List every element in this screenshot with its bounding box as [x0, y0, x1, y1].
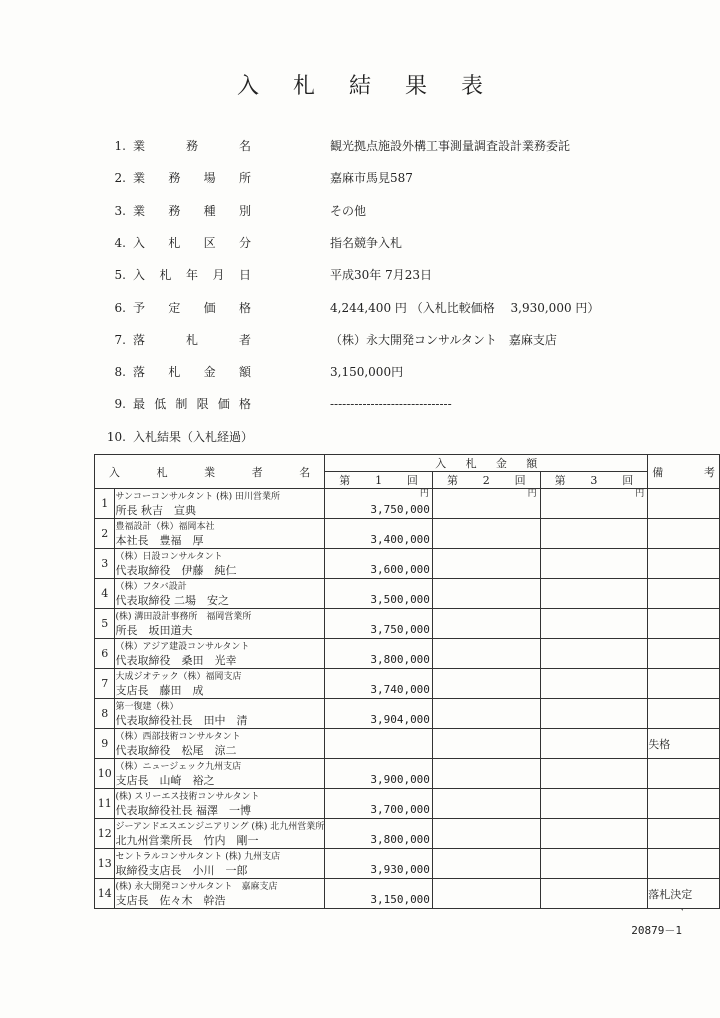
item-value: 観光拠点施設外構工事測量調査設計業務委託: [330, 139, 571, 153]
round-3-amount-cell: [540, 609, 648, 639]
corner-mark: 、: [680, 902, 690, 913]
bidder-representative: 代表取締役 二場 安之: [115, 593, 229, 607]
remark-cell: [648, 669, 720, 699]
item-value: 嘉麻市馬見587: [330, 171, 413, 186]
round-1-amount-cell: [325, 669, 433, 699]
bidder-company: ジーアンドエスエンジニアリング (株) 北九州営業所: [115, 821, 325, 832]
round-3-amount-cell: [540, 579, 648, 609]
item-number: 9.: [114, 397, 126, 412]
round-1-amount: 3,800,000: [370, 833, 430, 846]
row-index: 13: [95, 849, 115, 879]
round-3-amount-cell: [540, 519, 648, 549]
table-row: [95, 759, 720, 789]
row-index: 7: [95, 669, 115, 699]
round-1-amount: 3,800,000: [370, 653, 430, 666]
table-row: [95, 669, 720, 699]
item-number: 5.: [114, 268, 126, 283]
round-3-amount-cell: [540, 699, 648, 729]
round-1-amount: 3,400,000: [370, 533, 430, 546]
row-index: 6: [95, 639, 115, 669]
header-round-3: 第3回: [540, 472, 648, 489]
item-label: 入札年月日: [133, 268, 251, 283]
row-index: 12: [95, 819, 115, 849]
yen-unit: 円: [419, 489, 429, 499]
round-2-amount-cell: [432, 789, 540, 819]
round-1-amount-cell: [325, 549, 433, 579]
yen-unit: 円: [527, 489, 537, 499]
bidder-company: セントラルコンサルタント (株) 九州支店: [115, 851, 281, 862]
remark-cell: [648, 759, 720, 789]
table-row: [95, 489, 720, 519]
round-1-amount: 3,904,000: [370, 713, 430, 726]
item-value: （株）永大開発コンサルタント 嘉麻支店: [330, 332, 557, 347]
bidder-company: （株）ニュージェック九州支店: [115, 761, 242, 772]
remark-cell: [648, 819, 720, 849]
round-3-amount-cell: [540, 879, 648, 909]
remark-cell: [648, 579, 720, 609]
remark-cell: [648, 639, 720, 669]
round-1-amount-cell: [325, 849, 433, 879]
bidder-company: 大成ジオテック（株）福岡支店: [115, 671, 242, 682]
item-value: その他: [330, 203, 367, 218]
round-3-amount-cell: [540, 759, 648, 789]
round-1-amount-cell: [325, 879, 433, 909]
round-1-amount: 3,600,000: [370, 563, 430, 576]
bidder-representative: 代表取締役社長 福澤 一博: [115, 803, 251, 817]
round-1-amount-cell: [325, 489, 433, 519]
round-1-amount-cell: [325, 789, 433, 819]
round-3-amount-cell: [540, 639, 648, 669]
bidder-cell: [115, 609, 325, 639]
item-row: [0, 201, 720, 221]
round-3-amount-cell: [540, 489, 648, 519]
table-row: [95, 579, 720, 609]
item-value: 3,150,000円: [330, 365, 404, 380]
item-number: 3.: [114, 203, 126, 218]
round-1-amount: 3,900,000: [370, 773, 430, 786]
round-3-amount-cell: [540, 849, 648, 879]
remark-cell: [648, 489, 720, 519]
bidder-representative: 取締役支店長 小川 一郎: [115, 863, 248, 877]
bidder-company: （株）アジア建設コンサルタント: [115, 641, 250, 652]
bidder-representative: 代表取締役 桑田 光幸: [115, 653, 237, 667]
bidder-cell: [115, 819, 325, 849]
bidder-representative: 代表取締役 松尾 涼二: [115, 743, 237, 757]
round-2-amount-cell: [432, 549, 540, 579]
table-row: [95, 789, 720, 819]
bid-results-table: [94, 454, 720, 909]
bidder-company: （株）西部技術コンサルタント: [115, 731, 241, 742]
table-row: [95, 819, 720, 849]
item-row: [0, 136, 720, 156]
table-row: [95, 549, 720, 579]
item-number: 7.: [114, 332, 126, 347]
bidder-representative: 所長 坂田道夫: [115, 623, 193, 637]
item-label: 業務名: [133, 139, 251, 153]
item-value: 平成30年 7月23日: [330, 268, 432, 283]
remark-cell: [648, 609, 720, 639]
round-2-amount-cell: [432, 729, 540, 759]
round-1-amount-cell: [325, 579, 433, 609]
item-value: 指名競争入札: [330, 235, 403, 250]
round-3-amount-cell: [540, 729, 648, 759]
table-row: [95, 639, 720, 669]
row-index: 10: [95, 759, 115, 789]
row-index: 8: [95, 699, 115, 729]
item-label: 入札区分: [133, 235, 251, 250]
round-1-amount-cell: [325, 519, 433, 549]
bidder-cell: [115, 699, 325, 729]
round-1-amount: 3,700,000: [370, 803, 430, 816]
bidder-representative: 代表取締役 伊藤 純仁: [115, 563, 237, 577]
bidder-cell: [115, 489, 325, 519]
round-2-amount-cell: [432, 639, 540, 669]
round-1-amount-cell: [325, 609, 433, 639]
bidder-company: （株）日設コンサルタント: [115, 551, 223, 562]
item-row: [0, 298, 720, 318]
round-1-amount-cell: [325, 729, 433, 759]
item-row: [0, 394, 720, 414]
item-row: [0, 362, 720, 382]
item-label: 落札金額: [133, 365, 251, 380]
item-value: ------------------------------: [330, 397, 452, 412]
round-2-amount-cell: [432, 699, 540, 729]
header-round-1: 第1回: [325, 472, 433, 489]
row-index: 4: [95, 579, 115, 609]
bidder-representative: 支店長 佐々木 幹浩: [115, 893, 226, 907]
bidder-cell: [115, 759, 325, 789]
row-index: 2: [95, 519, 115, 549]
item-row: [0, 168, 720, 188]
remark-cell: [648, 519, 720, 549]
document-number: 20879－1: [631, 924, 682, 937]
bidder-representative: 北九州営業所長 竹内 剛一: [115, 833, 259, 847]
header-round-2: 第2回: [432, 472, 540, 489]
remark-cell: [648, 549, 720, 579]
round-1-amount-cell: [325, 819, 433, 849]
round-2-amount-cell: [432, 519, 540, 549]
round-2-amount-cell: [432, 669, 540, 699]
item-label: 業務種別: [133, 203, 251, 218]
bidder-cell: [115, 639, 325, 669]
item-value: 4,244,400 円 （入札比較価格 3,930,000 円）: [330, 300, 600, 315]
round-3-amount-cell: [540, 549, 648, 579]
bidder-cell: [115, 549, 325, 579]
yen-unit: 円: [635, 489, 645, 499]
table-row: [95, 519, 720, 549]
bidder-representative: 所長 秋吉 宣典: [115, 503, 196, 517]
bidder-company: (株) スリーエス技術コンサルタント: [115, 791, 260, 802]
bidder-representative: 代表取締役社長 田中 清: [115, 713, 248, 727]
item-number: 1.: [114, 139, 126, 153]
round-1-amount: 3,750,000: [370, 503, 430, 516]
round-1-amount-cell: [325, 759, 433, 789]
round-2-amount-cell: [432, 819, 540, 849]
round-1-amount: 3,740,000: [370, 683, 430, 696]
bidder-cell: [115, 729, 325, 759]
remark-cell: 落札決定: [648, 879, 720, 909]
round-1-amount: 3,930,000: [370, 863, 430, 876]
item-number: 4.: [114, 235, 126, 250]
round-2-amount-cell: [432, 579, 540, 609]
item-row: [0, 330, 720, 350]
item-row: [0, 427, 720, 447]
bidder-company: (株) 溝田設計事務所 福岡営業所: [115, 611, 252, 622]
round-1-amount-cell: [325, 699, 433, 729]
row-index: 1: [95, 489, 115, 519]
row-index: 5: [95, 609, 115, 639]
bidder-company: (株) 永大開発コンサルタント 嘉麻支店: [115, 881, 278, 892]
row-index: 14: [95, 879, 115, 909]
row-index: 11: [95, 789, 115, 819]
round-1-amount: 3,750,000: [370, 623, 430, 636]
round-3-amount-cell: [540, 669, 648, 699]
bidder-representative: 支店長 藤田 成: [115, 683, 204, 697]
table-row: [95, 729, 720, 759]
bidder-company: 豊福設計（株）福岡本社: [115, 521, 215, 532]
round-2-amount-cell: [432, 759, 540, 789]
round-2-amount-cell: [432, 879, 540, 909]
header-amount: 入札金額: [325, 455, 648, 472]
remark-cell: [648, 849, 720, 879]
round-1-amount-cell: [325, 639, 433, 669]
bidder-cell: [115, 519, 325, 549]
bidder-company: 第一復建（株）: [115, 701, 179, 712]
row-index: 9: [95, 729, 115, 759]
round-2-amount-cell: [432, 489, 540, 519]
item-label: 最低制限価格: [133, 397, 251, 412]
table-row: [95, 699, 720, 729]
table-row: [95, 879, 720, 909]
round-1-amount: 3,150,000: [370, 893, 430, 906]
bidder-cell: [115, 879, 325, 909]
bidder-cell: [115, 849, 325, 879]
item-row: [0, 265, 720, 285]
item-number: 2.: [114, 171, 126, 186]
item-label: 業務場所: [133, 171, 251, 186]
round-2-amount-cell: [432, 609, 540, 639]
item-label: 入札結果（入札経過）: [133, 429, 254, 444]
round-3-amount-cell: [540, 819, 648, 849]
header-company: 入札業者名: [95, 455, 325, 489]
item-number: 8.: [114, 365, 126, 380]
bidder-cell: [115, 579, 325, 609]
round-2-amount-cell: [432, 849, 540, 879]
table-row: [95, 609, 720, 639]
bidder-cell: [115, 789, 325, 819]
round-3-amount-cell: [540, 789, 648, 819]
bidder-representative: 支店長 山崎 裕之: [115, 773, 215, 787]
item-label: 落札者: [133, 332, 251, 347]
item-number: 10.: [106, 429, 126, 444]
bidder-company: サンコーコンサルタント (株) 田川営業所: [115, 491, 280, 502]
remark-cell: 失格: [648, 729, 720, 759]
bidder-company: （株）フタバ設計: [115, 581, 187, 592]
bidder-cell: [115, 669, 325, 699]
round-1-amount: 3,500,000: [370, 593, 430, 606]
bidder-representative: 本社長 豊福 厚: [115, 533, 204, 547]
item-number: 6.: [114, 300, 126, 315]
header-remarks: 備考: [648, 455, 720, 489]
row-index: 3: [95, 549, 115, 579]
item-row: [0, 233, 720, 253]
table-row: [95, 849, 720, 879]
remark-cell: [648, 789, 720, 819]
page-title: 入札結果表: [236, 74, 517, 99]
item-label: 予定価格: [133, 300, 251, 315]
remark-cell: [648, 699, 720, 729]
